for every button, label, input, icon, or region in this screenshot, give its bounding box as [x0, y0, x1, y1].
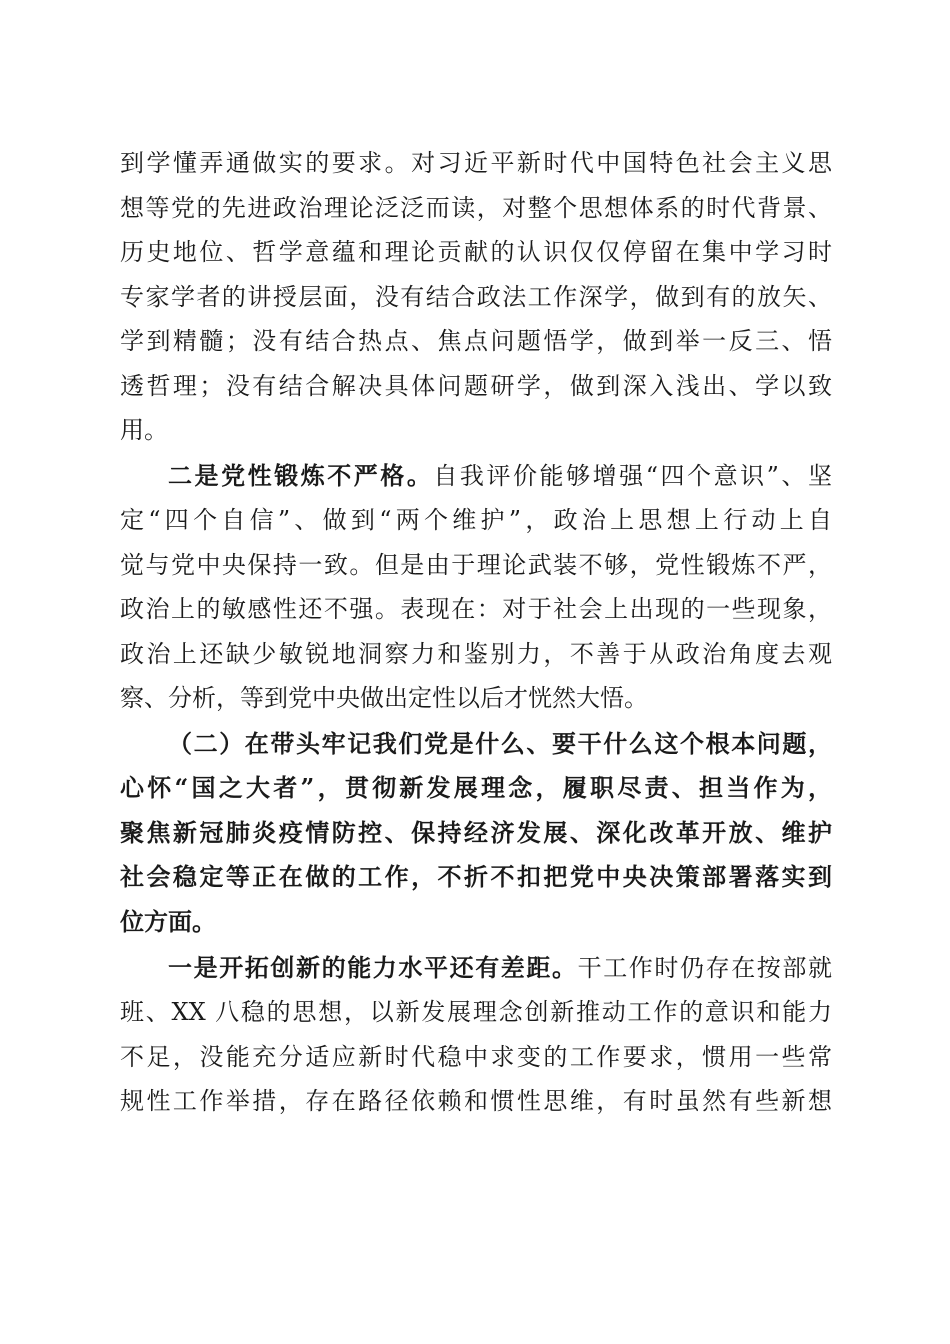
body-text-line: 到学懂弄通做实的要求。对习近平新时代中国特色社会主义思: [120, 149, 832, 177]
body-text-line: 察、分析，等到党中央做出定性以后才恍然大悟。: [120, 684, 648, 712]
body-text-line: 不足，没能充分适应新时代稳中求变的工作要求，惯用一些常: [120, 1043, 832, 1071]
body-text-line: 规性工作举措，存在路径依赖和惯性思维，有时虽然有些新想: [120, 1087, 832, 1115]
section-heading-line: 位方面。: [120, 907, 216, 936]
body-text-line: 政治上的敏感性还不强。表现在：对于社会上出现的一些现象，: [120, 595, 832, 623]
paragraph-heading: 二是党性锻炼不严格。: [168, 461, 434, 490]
paragraph-first-line: [168, 946, 832, 990]
body-text-line: 用。: [120, 416, 168, 444]
body-text-line: 班、XX 八稳的思想，以新发展理念创新推动工作的意识和能力: [120, 998, 832, 1026]
section-heading-line: 聚焦新冠肺炎疫情防控、保持经济发展、深化改革开放、维护: [120, 818, 832, 847]
body-text-line: 想等党的先进政治理论泛泛而读，对整个思想体系的时代背景、: [120, 194, 832, 222]
section-heading-line: （二）在带头牢记我们党是什么、要干什么这个根本问题，: [168, 729, 832, 758]
section-heading-line: 心怀“国之大者”，贯彻新发展理念，履职尽责、担当作为，: [120, 773, 832, 802]
section-heading-line: 社会稳定等正在做的工作，不折不扣把党中央决策部署落实到: [120, 862, 832, 891]
paragraph-first-line: [168, 454, 832, 498]
body-text-line: 觉与党中央保持一致。但是由于理论武装不够，党性锻炼不严，: [120, 551, 832, 579]
body-text-line: 定“四个自信”、做到“两个维护”，政治上思想上行动上自: [120, 506, 832, 534]
body-text-line: 透哲理；没有结合解决具体问题研学，做到深入浅出、学以致: [120, 372, 832, 400]
paragraph-heading: 一是开拓创新的能力水平还有差距。: [168, 953, 578, 982]
body-text-line: 历史地位、哲学意蕴和理论贡献的认识仅仅停留在集中学习时: [120, 238, 832, 266]
paragraph-text: 自我评价能够增强“四个意识”、坚: [433, 462, 833, 490]
body-text-line: 政治上还缺少敏锐地洞察力和鉴别力，不善于从政治角度去观: [120, 640, 832, 668]
body-text-line: 学到精髓；没有结合热点、焦点问题悟学，做到举一反三、悟: [120, 327, 832, 355]
body-text-line: 专家学者的讲授层面，没有结合政法工作深学，做到有的放矢、: [120, 283, 832, 311]
paragraph-text: 干工作时仍存在按部就: [577, 954, 833, 982]
